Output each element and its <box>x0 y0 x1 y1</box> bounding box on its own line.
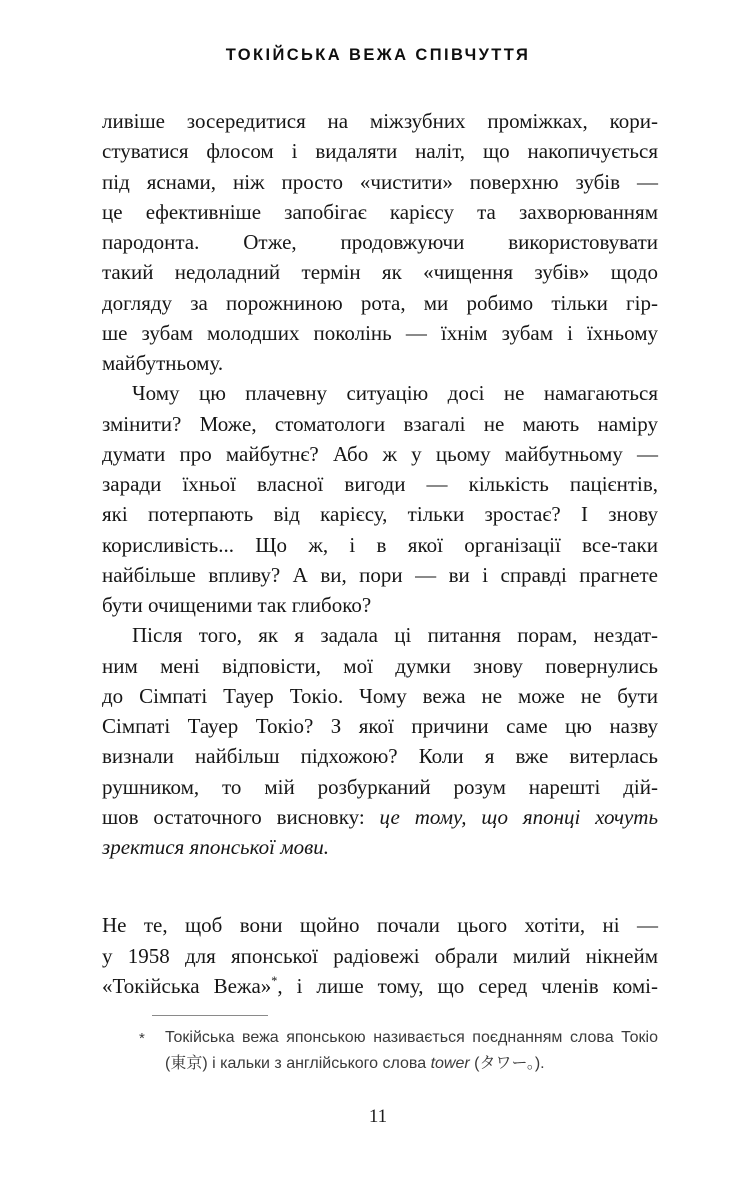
text-run: думати про майбутнє? Або ж у цьому майбутньому — <box>102 441 658 466</box>
text-line <box>102 288 658 318</box>
running-header: ТОКІЙСЬКА ВЕЖА СПІВЧУТТЯ <box>225 46 531 64</box>
body-text <box>102 106 658 1001</box>
text-run: (タワー。). <box>469 1054 545 1072</box>
text-line <box>102 772 658 802</box>
text-run: у 1958 для японської радіовежі обрали милий нікнейм <box>102 943 658 968</box>
text-run: ним мені відповісти, мої думки знову повернулись <box>102 653 658 678</box>
text-line <box>102 227 658 257</box>
text-line <box>102 439 658 469</box>
text-run: стуватися флосом і видаляти наліт, що накопичується <box>102 139 658 164</box>
text-line <box>102 167 658 197</box>
text-run: Не те, щоб вони щойно почали цього хотіти, ні — <box>102 913 658 938</box>
footnote-marker: * <box>139 1030 145 1047</box>
paragraph <box>102 910 658 1001</box>
text-run: ше зубам молодших поколінь — їхнім зубам і їхньому <box>102 320 658 345</box>
text-line <box>102 318 658 348</box>
text-run: заради їхньої власної вигоди — кількість пацієнтів, <box>102 472 658 496</box>
text-run: Токійська вежа японською називається поєднанням слова Токіо <box>165 1029 658 1046</box>
section-gap <box>102 862 658 910</box>
text-run: шов остаточного висновку: <box>102 804 380 829</box>
text-line <box>102 409 658 439</box>
text-run: змінити? Може, стоматологи взагалі не мають наміру <box>102 411 658 436</box>
text-run: ливіше зосередитися на міжзубних проміжках, кори- <box>102 109 658 133</box>
paragraph <box>102 378 658 620</box>
text-line <box>102 106 658 136</box>
text-run: пародонта. Отже, продовжуючи використовувати <box>102 230 658 254</box>
text-line <box>102 257 658 287</box>
footnote-text <box>165 1025 658 1076</box>
text-run: корисливість... Що ж, і в якої організації все-таки <box>102 532 658 557</box>
footnote <box>102 1015 658 1076</box>
text-line <box>102 560 658 590</box>
text-run: , і лише тому, що серед членів комі- <box>277 973 658 998</box>
text-run: Сімпаті Тауер Токіо? З якої причини саме цю назву <box>102 714 658 738</box>
text-run: (東京) і кальки з англійського слова <box>165 1054 431 1072</box>
text-line <box>102 469 658 499</box>
text-run: під яснами, ніж просто «чистити» поверхню зубів — <box>102 169 658 194</box>
text-run: які потерпають від карієсу, тільки зростає? І знову <box>102 502 658 527</box>
text-line <box>102 378 658 408</box>
text-run: визнали найбільш підхожою? Коли я вже витерлась <box>102 744 658 769</box>
text-run: такий недоладний термін як «чищення зубів» щодо <box>102 260 658 285</box>
text-line <box>102 348 658 378</box>
footnote-divider <box>152 1015 268 1016</box>
text-run: Після того, як я задала ці питання порам, нездат- <box>132 623 658 648</box>
text-line <box>102 530 658 560</box>
paragraph <box>102 620 658 862</box>
text-line <box>102 971 658 1001</box>
text-line <box>102 651 658 681</box>
text-run: «Токійська Вежа» <box>102 973 272 998</box>
text-line <box>102 590 658 620</box>
text-line <box>102 832 658 862</box>
paragraph <box>102 106 658 378</box>
text-line <box>102 136 658 166</box>
text-run: tower <box>430 1054 470 1072</box>
text-run: це тому, що японці хочуть <box>379 804 658 829</box>
page-body <box>102 106 658 1076</box>
text-run: зректися японської мови. <box>102 835 329 859</box>
text-line <box>102 681 658 711</box>
text-run: бути очищеними так глибоко? <box>102 593 372 617</box>
text-line <box>102 910 658 940</box>
text-run: рушником, то мій розбурканий розум нарешті дій- <box>102 774 658 799</box>
text-run: найбільше впливу? А ви, пори — ви і справді прагнете <box>102 562 658 587</box>
text-run: це ефективніше запобігає карієсу та захворюванням <box>102 199 658 224</box>
text-line <box>102 802 658 832</box>
text-line <box>102 741 658 771</box>
text-run: Чому цю плачевну ситуацію досі не намагаються <box>132 381 658 406</box>
text-run: майбутньому. <box>102 351 224 375</box>
text-line <box>102 941 658 971</box>
page-number: 11 <box>368 1106 388 1127</box>
text-run: до Сімпаті Тауер Токіо. Чому вежа не може не бути <box>102 683 658 708</box>
text-line <box>102 197 658 227</box>
text-line <box>102 620 658 650</box>
text-line <box>102 499 658 529</box>
text-line <box>102 711 658 741</box>
text-run: догляду за порожниною рота, ми робимо тільки гір- <box>102 290 658 315</box>
text-line <box>165 1051 658 1077</box>
text-line <box>165 1025 658 1051</box>
footnote-ref: * <box>271 973 278 988</box>
